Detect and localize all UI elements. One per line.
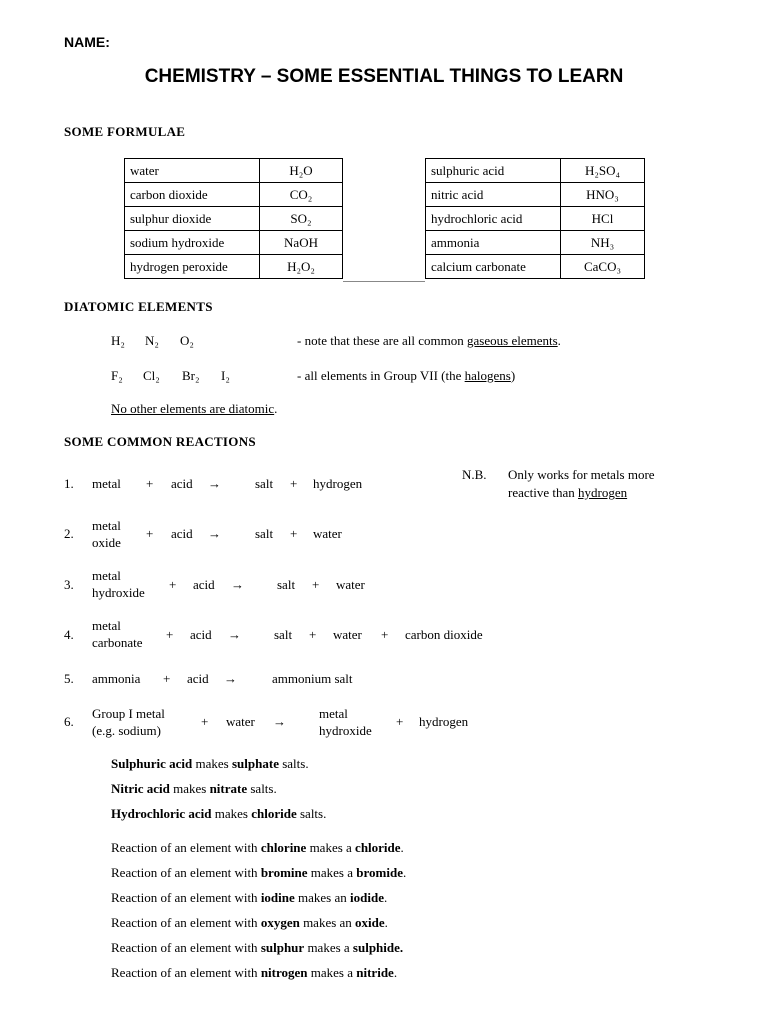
compound-name: sodium hydroxide — [125, 231, 260, 255]
product: salt — [277, 577, 296, 592]
plus-sign: + — [381, 627, 389, 642]
rule-text: Reaction of an element with — [111, 840, 261, 855]
product-name: iodide — [350, 890, 384, 905]
product: hydrogen — [313, 476, 363, 491]
plus-sign: + — [396, 714, 404, 729]
element-symbol: F₂ — [111, 368, 123, 383]
reactant: metal — [92, 518, 121, 533]
formulae-heading: SOME FORMULAE — [64, 124, 186, 139]
reaction-number: 4. — [64, 627, 74, 642]
table-row — [426, 183, 645, 207]
element-rule — [111, 890, 387, 906]
nb-line-1: Only works for metals more — [508, 467, 655, 482]
plus-sign: + — [169, 577, 177, 592]
element-name: chlorine — [260, 840, 307, 855]
compound-formula: HCl — [561, 207, 645, 231]
product: carbon dioxide — [405, 627, 483, 642]
acid-name: Sulphuric acid — [111, 756, 193, 771]
table-divider-line — [343, 281, 425, 282]
product-name: bromide — [356, 865, 403, 880]
product-name: sulphide. — [352, 940, 404, 955]
table-row — [125, 231, 343, 255]
compound-name: carbon dioxide — [125, 183, 260, 207]
element-rule — [111, 865, 406, 881]
name-label: NAME: — [64, 34, 110, 50]
table-row — [125, 255, 343, 279]
rule-text: Reaction of an element with — [111, 890, 261, 905]
compound-formula: CaCO₃ — [561, 255, 645, 279]
compound-name: sulphuric acid — [426, 159, 561, 183]
reactant: carbonate — [92, 635, 143, 650]
rule-text: makes a — [306, 840, 356, 855]
reactant: metal — [92, 476, 121, 491]
salt-name: nitrate — [209, 781, 248, 796]
reactant: metal — [92, 618, 121, 633]
arrow-icon: → — [273, 714, 286, 729]
compound-formula: H₂O — [260, 159, 343, 183]
compound-formula: H₂SO₄ — [561, 159, 645, 183]
product-name: chloride — [355, 840, 401, 855]
plus-sign: + — [290, 476, 298, 491]
page-title: CHEMISTRY – SOME ESSENTIAL THINGS TO LEARN — [144, 66, 624, 87]
product-name: nitride — [356, 965, 394, 980]
diatomic-heading: DIATOMIC ELEMENTS — [64, 299, 213, 314]
rule-text: salts. — [247, 781, 277, 796]
formulae-table-right — [425, 158, 645, 279]
plus-sign: + — [312, 577, 320, 592]
element-rule — [111, 965, 397, 981]
rule-text: makes a — [307, 865, 357, 880]
product: salt — [274, 627, 293, 642]
element-symbol: N₂ — [145, 333, 159, 348]
element-name: sulphur — [260, 940, 305, 955]
rule-text: Reaction of an element with — [111, 965, 261, 980]
acid-name: Nitric acid — [111, 781, 170, 796]
arrow-icon: → — [208, 476, 221, 491]
arrow-icon: → — [208, 526, 221, 541]
plus-sign: + — [309, 627, 317, 642]
product: water — [333, 627, 362, 642]
compound-formula: NH₃ — [561, 231, 645, 255]
nb-line-2 — [508, 485, 627, 501]
rule-text: makes a — [307, 965, 357, 980]
table-row — [125, 207, 343, 231]
salt-rule — [111, 781, 277, 797]
note-suffix: . — [557, 333, 561, 348]
element-symbol: Br₂ — [182, 368, 200, 383]
nb-label: N.B. — [462, 467, 487, 482]
rule-text: . — [384, 915, 388, 930]
compound-name: calcium carbonate — [426, 255, 561, 279]
rule-text: makes an — [294, 890, 351, 905]
nb-text: reactive than — [508, 485, 579, 500]
product: hydroxide — [319, 723, 372, 738]
footer-suffix: . — [274, 401, 278, 416]
compound-name: ammonia — [426, 231, 561, 255]
salt-name: sulphate — [232, 756, 279, 771]
plus-sign: + — [166, 627, 174, 642]
product: salt — [255, 476, 274, 491]
compound-formula: SO₂ — [260, 207, 343, 231]
arrow-icon: → — [224, 671, 237, 686]
reactions-heading: SOME COMMON REACTIONS — [64, 434, 256, 449]
rule-text: Reaction of an element with — [111, 865, 261, 880]
plus-sign: + — [290, 526, 298, 541]
compound-name: hydrogen peroxide — [125, 255, 260, 279]
rule-text: . — [393, 965, 398, 980]
reactant: acid — [190, 627, 212, 642]
reaction-number: 2. — [64, 526, 74, 541]
element-rule — [111, 940, 403, 956]
product: hydrogen — [419, 714, 469, 729]
reactant: acid — [171, 526, 193, 541]
plus-sign: + — [163, 671, 171, 686]
reactant: (e.g. sodium) — [92, 723, 161, 738]
arrow-icon: → — [228, 627, 241, 642]
product: metal — [319, 706, 348, 721]
compound-formula: H₂O₂ — [260, 255, 343, 279]
rule-text: makes — [169, 781, 210, 796]
reaction-number: 6. — [64, 714, 74, 729]
reactant: Group I metal — [92, 706, 165, 721]
element-name: oxygen — [260, 915, 300, 930]
reactant: acid — [193, 577, 215, 592]
rule-text: . — [400, 840, 404, 855]
element-symbol: H₂ — [111, 333, 125, 348]
reactant: ammonia — [92, 671, 141, 686]
rule-text: Reaction of an element with — [111, 940, 261, 955]
reactant: hydroxide — [92, 585, 145, 600]
reactant: acid — [171, 476, 193, 491]
reaction-number: 5. — [64, 671, 74, 686]
diatomic-note — [297, 333, 561, 349]
acid-name: Hydrochloric acid — [111, 806, 212, 821]
element-name: nitrogen — [260, 965, 308, 980]
diatomic-footer — [111, 401, 277, 417]
salt-rule — [111, 806, 326, 822]
plus-sign: + — [146, 476, 154, 491]
salt-name: chloride — [251, 806, 297, 821]
product-name: oxide — [355, 915, 385, 930]
compound-name: hydrochloric acid — [426, 207, 561, 231]
element-symbol: O₂ — [180, 333, 194, 348]
rule-text: salts. — [296, 806, 327, 821]
rule-text: . — [383, 890, 388, 905]
arrow-icon: → — [231, 577, 244, 592]
compound-name: sulphur dioxide — [125, 207, 260, 231]
reactant: acid — [187, 671, 209, 686]
compound-formula: NaOH — [260, 231, 343, 255]
table-row — [426, 231, 645, 255]
rule-text: . — [402, 865, 407, 880]
salt-rule — [111, 756, 309, 772]
table-row — [125, 159, 343, 183]
note-text: - note that these are all common — [297, 333, 468, 348]
table-row — [125, 183, 343, 207]
rule-text: makes — [211, 806, 252, 821]
rule-text: makes — [192, 756, 232, 771]
rule-text: makes a — [304, 940, 353, 955]
plus-sign: + — [146, 526, 154, 541]
element-symbol: Cl₂ — [143, 368, 160, 383]
formulae-table-left — [124, 158, 343, 279]
compound-formula: HNO₃ — [561, 183, 645, 207]
element-symbol: I₂ — [221, 368, 230, 383]
compound-name: water — [125, 159, 260, 183]
rule-text: makes an — [299, 915, 356, 930]
product: water — [313, 526, 342, 541]
element-name: bromine — [260, 865, 308, 880]
reactant: oxide — [92, 535, 121, 550]
note-text: - all elements in Group VII (the — [297, 368, 465, 383]
reactant: metal — [92, 568, 121, 583]
note-suffix: ) — [510, 368, 516, 383]
nb-emphasis: hydrogen — [578, 485, 628, 500]
product: ammonium salt — [272, 671, 353, 686]
rule-text: salts. — [278, 756, 309, 771]
table-row — [426, 255, 645, 279]
plus-sign: + — [201, 714, 209, 729]
note-emphasis: halogens — [464, 368, 511, 383]
compound-name: nitric acid — [426, 183, 561, 207]
rule-text: Reaction of an element with — [111, 915, 261, 930]
footer-text: No other elements are diatomic — [111, 401, 275, 416]
compound-formula: CO₂ — [260, 183, 343, 207]
diatomic-note — [297, 368, 515, 384]
element-name: iodine — [260, 890, 295, 905]
element-rule — [111, 840, 404, 856]
element-rule — [111, 915, 388, 931]
reaction-number: 3. — [64, 577, 74, 592]
table-row — [426, 159, 645, 183]
note-emphasis: gaseous elements — [467, 333, 558, 348]
product: salt — [255, 526, 274, 541]
table-row — [426, 207, 645, 231]
reactant: water — [226, 714, 255, 729]
reaction-number: 1. — [64, 476, 74, 491]
product: water — [336, 577, 365, 592]
